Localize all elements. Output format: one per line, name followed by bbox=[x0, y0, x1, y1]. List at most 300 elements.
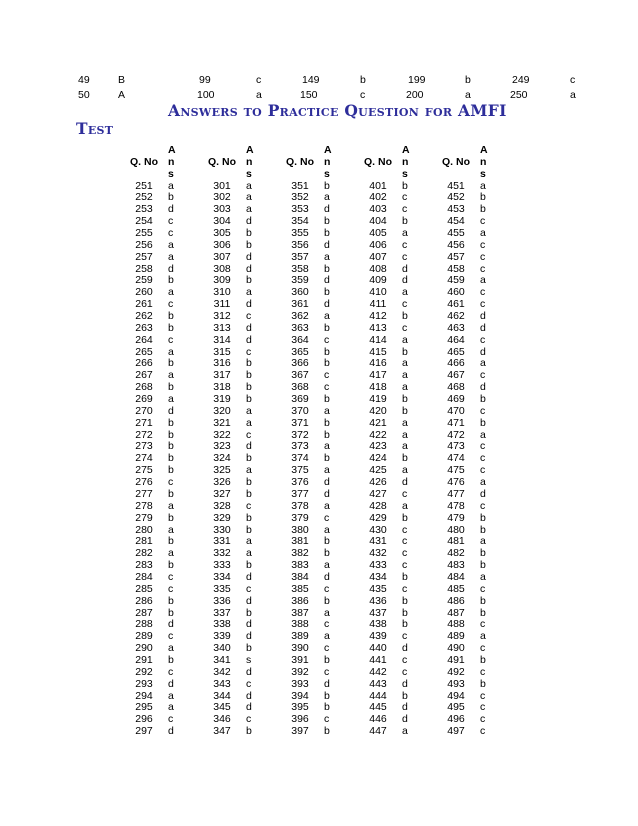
answer-cell: b bbox=[324, 179, 330, 192]
answer-cell: b bbox=[168, 535, 174, 548]
top-cell: c bbox=[360, 89, 366, 101]
table-row bbox=[120, 418, 510, 430]
question-number-cell: 455 bbox=[447, 227, 465, 240]
question-number-cell: 381 bbox=[291, 535, 309, 548]
question-number-cell: 362 bbox=[291, 310, 309, 323]
q-no-header: Q. No bbox=[364, 155, 392, 168]
table-row bbox=[120, 335, 510, 347]
answer-cell: d bbox=[246, 440, 252, 453]
question-number-cell: 359 bbox=[291, 274, 309, 287]
answer-cell: c bbox=[324, 713, 330, 726]
answer-cell: c bbox=[402, 191, 408, 204]
question-number-cell: 379 bbox=[291, 511, 309, 524]
question-number-cell: 343 bbox=[213, 677, 231, 690]
answer-cell: a bbox=[324, 559, 330, 572]
answer-cell: c bbox=[480, 369, 486, 382]
answer-cell: a bbox=[402, 428, 408, 441]
question-number-cell: 402 bbox=[369, 191, 387, 204]
answer-cell: b bbox=[168, 310, 174, 323]
answer-cell: d bbox=[246, 250, 252, 263]
answer-cell: a bbox=[480, 428, 486, 441]
question-number-cell: 293 bbox=[135, 677, 153, 690]
question-number-cell: 360 bbox=[291, 286, 309, 299]
question-number-cell: 436 bbox=[369, 594, 387, 607]
answer-cell: a bbox=[246, 416, 252, 429]
question-number-cell: 374 bbox=[291, 452, 309, 465]
answer-cell: b bbox=[246, 238, 252, 251]
answer-cell: b bbox=[324, 689, 330, 702]
ans-header-letter: s bbox=[480, 167, 486, 180]
answer-cell: c bbox=[324, 381, 330, 394]
question-number-cell: 265 bbox=[135, 345, 153, 358]
answer-cell: c bbox=[168, 227, 174, 240]
answer-cell: c bbox=[480, 701, 486, 714]
answer-cell: b bbox=[246, 357, 252, 370]
answer-cell: b bbox=[168, 274, 174, 287]
answer-cell: c bbox=[480, 404, 486, 417]
answer-cell: b bbox=[324, 345, 330, 358]
question-number-cell: 424 bbox=[369, 452, 387, 465]
answer-cell: c bbox=[480, 464, 486, 477]
answer-cell: c bbox=[480, 582, 486, 595]
question-number-cell: 289 bbox=[135, 630, 153, 643]
question-number-cell: 377 bbox=[291, 487, 309, 500]
table-row bbox=[120, 584, 510, 596]
question-number-cell: 342 bbox=[213, 665, 231, 678]
answer-cell: b bbox=[168, 191, 174, 204]
question-number-cell: 352 bbox=[291, 191, 309, 204]
answer-cell: b bbox=[168, 452, 174, 465]
answer-cell: c bbox=[246, 310, 252, 323]
page-title bbox=[0, 101, 638, 137]
question-number-cell: 262 bbox=[135, 310, 153, 323]
question-number-cell: 457 bbox=[447, 250, 465, 263]
question-number-cell: 468 bbox=[447, 381, 465, 394]
answer-cell: a bbox=[402, 499, 408, 512]
question-number-cell: 366 bbox=[291, 357, 309, 370]
question-number-cell: 274 bbox=[135, 452, 153, 465]
answer-cell: b bbox=[246, 523, 252, 536]
question-number-cell: 314 bbox=[213, 333, 231, 346]
question-number-cell: 394 bbox=[291, 689, 309, 702]
question-number-cell: 271 bbox=[135, 416, 153, 429]
top-cell: 200 bbox=[406, 89, 424, 101]
answer-cell: b bbox=[246, 393, 252, 406]
question-number-cell: 476 bbox=[447, 476, 465, 489]
answer-cell: c bbox=[324, 511, 330, 524]
question-number-cell: 395 bbox=[291, 701, 309, 714]
answer-cell: b bbox=[246, 227, 252, 240]
question-number-cell: 410 bbox=[369, 286, 387, 299]
ans-header-letter: A bbox=[480, 144, 488, 156]
question-number-cell: 467 bbox=[447, 369, 465, 382]
answer-cell: c bbox=[324, 369, 330, 382]
answer-cell: d bbox=[324, 677, 330, 690]
answer-cell: a bbox=[168, 286, 174, 299]
table-row bbox=[120, 489, 510, 501]
answer-cell: c bbox=[168, 215, 174, 228]
answer-cell: d bbox=[402, 642, 408, 655]
answer-cell: b bbox=[480, 416, 486, 429]
answer-cell: c bbox=[480, 250, 486, 263]
answer-cell: b bbox=[324, 535, 330, 548]
answer-cell: d bbox=[168, 725, 174, 738]
question-number-cell: 393 bbox=[291, 677, 309, 690]
answer-cell: b bbox=[480, 523, 486, 536]
answer-cell: b bbox=[168, 440, 174, 453]
answer-cell: b bbox=[246, 559, 252, 572]
answer-cell: d bbox=[246, 262, 252, 275]
question-number-cell: 382 bbox=[291, 547, 309, 560]
answer-cell: d bbox=[168, 404, 174, 417]
table-row bbox=[120, 667, 510, 679]
answer-cell: a bbox=[324, 191, 330, 204]
answer-cell: c bbox=[246, 499, 252, 512]
answer-cell: b bbox=[324, 653, 330, 666]
top-cell: c bbox=[256, 74, 262, 86]
answer-cell: b bbox=[324, 357, 330, 370]
answer-cell: d bbox=[246, 689, 252, 702]
answer-cell: b bbox=[246, 381, 252, 394]
question-number-cell: 405 bbox=[369, 227, 387, 240]
ans-header-letter: A bbox=[402, 144, 410, 156]
answer-cell: c bbox=[480, 452, 486, 465]
answer-cell: b bbox=[168, 487, 174, 500]
question-number-cell: 281 bbox=[135, 535, 153, 548]
question-number-cell: 305 bbox=[213, 227, 231, 240]
answer-cell: d bbox=[324, 203, 330, 216]
answer-cell: c bbox=[324, 665, 330, 678]
top-cell: 100 bbox=[197, 89, 215, 101]
question-number-cell: 272 bbox=[135, 428, 153, 441]
question-number-cell: 276 bbox=[135, 476, 153, 489]
answer-cell: a bbox=[246, 191, 252, 204]
answer-cell: a bbox=[246, 203, 252, 216]
question-number-cell: 301 bbox=[213, 179, 231, 192]
question-number-cell: 313 bbox=[213, 321, 231, 334]
question-number-cell: 438 bbox=[369, 618, 387, 631]
answer-cell: d bbox=[246, 594, 252, 607]
answer-cell: b bbox=[324, 393, 330, 406]
question-number-cell: 356 bbox=[291, 238, 309, 251]
question-number-cell: 257 bbox=[135, 250, 153, 263]
question-number-cell: 437 bbox=[369, 606, 387, 619]
top-cell: 49 bbox=[78, 74, 90, 86]
answer-cell: b bbox=[168, 381, 174, 394]
question-number-cell: 470 bbox=[447, 404, 465, 417]
ans-header-letter: s bbox=[324, 167, 330, 180]
question-number-cell: 473 bbox=[447, 440, 465, 453]
question-number-cell: 409 bbox=[369, 274, 387, 287]
answer-cell: a bbox=[324, 606, 330, 619]
answer-cell: b bbox=[246, 642, 252, 655]
question-number-cell: 302 bbox=[213, 191, 231, 204]
question-number-cell: 369 bbox=[291, 393, 309, 406]
question-number-cell: 370 bbox=[291, 404, 309, 417]
question-number-cell: 308 bbox=[213, 262, 231, 275]
answer-cell: b bbox=[480, 559, 486, 572]
question-number-cell: 421 bbox=[369, 416, 387, 429]
answer-cell: c bbox=[402, 203, 408, 216]
question-number-cell: 453 bbox=[447, 203, 465, 216]
question-number-cell: 344 bbox=[213, 689, 231, 702]
answer-cell: b bbox=[168, 428, 174, 441]
question-number-cell: 422 bbox=[369, 428, 387, 441]
question-number-cell: 291 bbox=[135, 653, 153, 666]
answer-cell: b bbox=[246, 452, 252, 465]
question-number-cell: 324 bbox=[213, 452, 231, 465]
header-row bbox=[120, 145, 510, 157]
question-number-cell: 419 bbox=[369, 393, 387, 406]
question-number-cell: 378 bbox=[291, 499, 309, 512]
question-number-cell: 294 bbox=[135, 689, 153, 702]
question-number-cell: 434 bbox=[369, 570, 387, 583]
title-line-2: Test bbox=[76, 119, 114, 138]
answer-cell: b bbox=[246, 369, 252, 382]
question-number-cell: 279 bbox=[135, 511, 153, 524]
answer-cell: d bbox=[324, 274, 330, 287]
question-number-cell: 390 bbox=[291, 642, 309, 655]
answer-cell: b bbox=[324, 547, 330, 560]
answer-cell: b bbox=[324, 227, 330, 240]
answer-cell: s bbox=[246, 653, 252, 666]
answer-cell: b bbox=[402, 511, 408, 524]
question-number-cell: 380 bbox=[291, 523, 309, 536]
answer-cell: c bbox=[480, 333, 486, 346]
answer-cell: c bbox=[402, 523, 408, 536]
question-number-cell: 388 bbox=[291, 618, 309, 631]
answer-cell: a bbox=[168, 179, 174, 192]
question-number-cell: 268 bbox=[135, 381, 153, 394]
answer-cell: b bbox=[168, 416, 174, 429]
answer-cell: b bbox=[402, 310, 408, 323]
question-number-cell: 267 bbox=[135, 369, 153, 382]
question-number-cell: 475 bbox=[447, 464, 465, 477]
question-number-cell: 364 bbox=[291, 333, 309, 346]
answer-cell: b bbox=[402, 594, 408, 607]
question-number-cell: 484 bbox=[447, 570, 465, 583]
question-number-cell: 355 bbox=[291, 227, 309, 240]
answer-cell: b bbox=[402, 404, 408, 417]
table-body bbox=[120, 181, 510, 738]
answer-cell: b bbox=[480, 547, 486, 560]
question-number-cell: 433 bbox=[369, 559, 387, 572]
answer-cell: c bbox=[402, 653, 408, 666]
top-cell: b bbox=[465, 74, 471, 86]
answer-cell: a bbox=[480, 357, 486, 370]
question-number-cell: 430 bbox=[369, 523, 387, 536]
question-number-cell: 335 bbox=[213, 582, 231, 595]
question-number-cell: 347 bbox=[213, 725, 231, 738]
question-number-cell: 396 bbox=[291, 713, 309, 726]
question-number-cell: 331 bbox=[213, 535, 231, 548]
question-number-cell: 464 bbox=[447, 333, 465, 346]
question-number-cell: 491 bbox=[447, 653, 465, 666]
answer-cell: a bbox=[402, 725, 408, 738]
answer-cell: b bbox=[480, 191, 486, 204]
answer-cell: b bbox=[168, 511, 174, 524]
answer-cell: b bbox=[402, 345, 408, 358]
question-number-cell: 270 bbox=[135, 404, 153, 417]
question-number-cell: 439 bbox=[369, 630, 387, 643]
answer-cell: c bbox=[480, 499, 486, 512]
question-number-cell: 254 bbox=[135, 215, 153, 228]
answer-cell: d bbox=[480, 381, 486, 394]
top-cell: a bbox=[465, 89, 471, 101]
question-number-cell: 490 bbox=[447, 642, 465, 655]
answer-cell: c bbox=[480, 440, 486, 453]
answer-cell: b bbox=[402, 570, 408, 583]
answer-cell: a bbox=[402, 416, 408, 429]
question-number-cell: 387 bbox=[291, 606, 309, 619]
answer-cell: a bbox=[480, 476, 486, 489]
question-number-cell: 431 bbox=[369, 535, 387, 548]
answer-cell: c bbox=[480, 665, 486, 678]
table-header bbox=[120, 145, 510, 181]
question-number-cell: 385 bbox=[291, 582, 309, 595]
answer-cell: b bbox=[246, 487, 252, 500]
q-no-header: Q. No bbox=[286, 155, 314, 168]
answer-cell: d bbox=[168, 262, 174, 275]
question-number-cell: 426 bbox=[369, 476, 387, 489]
answer-cell: a bbox=[402, 333, 408, 346]
answer-cell: c bbox=[480, 618, 486, 631]
answer-cell: c bbox=[402, 547, 408, 560]
question-number-cell: 346 bbox=[213, 713, 231, 726]
answer-cell: d bbox=[402, 677, 408, 690]
answer-cell: d bbox=[480, 345, 486, 358]
table-row bbox=[120, 726, 510, 738]
answer-cell: b bbox=[168, 606, 174, 619]
top-cell: A bbox=[118, 89, 126, 101]
answer-cell: c bbox=[402, 535, 408, 548]
answer-cell: a bbox=[480, 570, 486, 583]
question-number-cell: 336 bbox=[213, 594, 231, 607]
question-number-cell: 417 bbox=[369, 369, 387, 382]
question-number-cell: 280 bbox=[135, 523, 153, 536]
question-number-cell: 261 bbox=[135, 298, 153, 311]
answer-cell: a bbox=[168, 345, 174, 358]
question-number-cell: 460 bbox=[447, 286, 465, 299]
question-number-cell: 304 bbox=[213, 215, 231, 228]
question-number-cell: 492 bbox=[447, 665, 465, 678]
answer-cell: b bbox=[480, 203, 486, 216]
question-number-cell: 463 bbox=[447, 321, 465, 334]
question-number-cell: 407 bbox=[369, 250, 387, 263]
question-number-cell: 384 bbox=[291, 570, 309, 583]
answer-cell: a bbox=[246, 535, 252, 548]
answer-cell: d bbox=[246, 321, 252, 334]
question-number-cell: 418 bbox=[369, 381, 387, 394]
question-number-cell: 288 bbox=[135, 618, 153, 631]
question-number-cell: 392 bbox=[291, 665, 309, 678]
answer-cell: c bbox=[402, 238, 408, 251]
answer-cell: c bbox=[402, 559, 408, 572]
answer-cell: c bbox=[168, 665, 174, 678]
ans-header-letter: s bbox=[168, 167, 174, 180]
top-answer-rows bbox=[0, 74, 638, 104]
answer-cell: b bbox=[402, 689, 408, 702]
answer-cell: b bbox=[402, 606, 408, 619]
question-number-cell: 321 bbox=[213, 416, 231, 429]
question-number-cell: 486 bbox=[447, 594, 465, 607]
question-number-cell: 255 bbox=[135, 227, 153, 240]
answer-cell: b bbox=[480, 393, 486, 406]
answer-cell: a bbox=[168, 499, 174, 512]
question-number-cell: 334 bbox=[213, 570, 231, 583]
answer-cell: c bbox=[480, 215, 486, 228]
question-number-cell: 277 bbox=[135, 487, 153, 500]
question-number-cell: 403 bbox=[369, 203, 387, 216]
answer-cell: d bbox=[246, 570, 252, 583]
answer-cell: b bbox=[168, 594, 174, 607]
question-number-cell: 372 bbox=[291, 428, 309, 441]
answer-cell: d bbox=[402, 476, 408, 489]
question-number-cell: 413 bbox=[369, 321, 387, 334]
question-number-cell: 312 bbox=[213, 310, 231, 323]
answer-cell: a bbox=[324, 523, 330, 536]
question-number-cell: 472 bbox=[447, 428, 465, 441]
question-number-cell: 296 bbox=[135, 713, 153, 726]
table-row bbox=[120, 679, 510, 691]
question-number-cell: 425 bbox=[369, 464, 387, 477]
answer-cell: d bbox=[324, 476, 330, 489]
answer-cell: b bbox=[246, 606, 252, 619]
answers-table bbox=[120, 145, 510, 738]
answer-cell: c bbox=[168, 570, 174, 583]
answer-cell: a bbox=[480, 179, 486, 192]
question-number-cell: 285 bbox=[135, 582, 153, 595]
top-cell: b bbox=[360, 74, 366, 86]
answer-cell: a bbox=[402, 286, 408, 299]
answer-cell: c bbox=[480, 298, 486, 311]
question-number-cell: 481 bbox=[447, 535, 465, 548]
question-number-cell: 310 bbox=[213, 286, 231, 299]
answer-cell: d bbox=[402, 274, 408, 287]
answer-cell: c bbox=[402, 298, 408, 311]
answer-cell: b bbox=[324, 286, 330, 299]
question-number-cell: 269 bbox=[135, 393, 153, 406]
q-no-header: Q. No bbox=[442, 155, 470, 168]
top-cell: 99 bbox=[199, 74, 211, 86]
question-number-cell: 329 bbox=[213, 511, 231, 524]
question-number-cell: 429 bbox=[369, 511, 387, 524]
question-number-cell: 456 bbox=[447, 238, 465, 251]
question-number-cell: 462 bbox=[447, 310, 465, 323]
answer-cell: c bbox=[402, 321, 408, 334]
answer-cell: b bbox=[168, 357, 174, 370]
question-number-cell: 330 bbox=[213, 523, 231, 536]
answer-cell: c bbox=[168, 582, 174, 595]
question-number-cell: 435 bbox=[369, 582, 387, 595]
answer-cell: c bbox=[480, 689, 486, 702]
question-number-cell: 471 bbox=[447, 416, 465, 429]
table-row bbox=[120, 252, 510, 264]
answer-cell: d bbox=[402, 262, 408, 275]
question-number-cell: 354 bbox=[291, 215, 309, 228]
question-number-cell: 496 bbox=[447, 713, 465, 726]
answer-cell: a bbox=[480, 630, 486, 643]
ans-header-letter: s bbox=[246, 167, 252, 180]
question-number-cell: 278 bbox=[135, 499, 153, 512]
question-number-cell: 318 bbox=[213, 381, 231, 394]
answer-cell: b bbox=[324, 215, 330, 228]
answer-cell: a bbox=[324, 404, 330, 417]
question-number-cell: 306 bbox=[213, 238, 231, 251]
answer-cell: a bbox=[168, 523, 174, 536]
question-number-cell: 383 bbox=[291, 559, 309, 572]
question-number-cell: 340 bbox=[213, 642, 231, 655]
